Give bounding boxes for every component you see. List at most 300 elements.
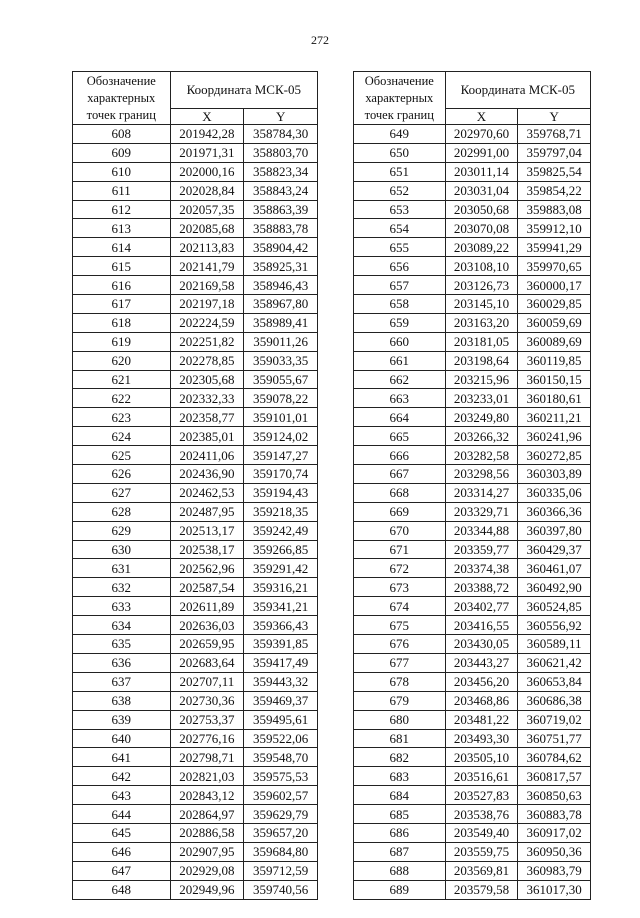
y-coordinate-cell: 359629,79 [244, 805, 318, 824]
x-coordinate-cell: 202057,35 [170, 200, 244, 219]
x-coordinate-cell: 203163,20 [445, 313, 518, 332]
x-coordinate-cell: 202753,37 [170, 710, 244, 729]
point-number-cell: 628 [73, 502, 171, 521]
table-row [354, 578, 591, 597]
y-coordinate-cell: 359147,27 [244, 446, 318, 465]
y-coordinate-cell: 360211,21 [518, 408, 591, 427]
x-coordinate-cell: 203266,32 [445, 427, 518, 446]
x-coordinate-cell: 203031,04 [445, 181, 518, 200]
x-coordinate-cell: 202113,83 [170, 238, 244, 257]
page-number: 272 [311, 33, 329, 47]
table-row [73, 597, 318, 616]
x-coordinate-cell: 203282,58 [445, 446, 518, 465]
table-row [354, 786, 591, 805]
table-row [73, 748, 318, 767]
point-number-cell: 632 [73, 578, 171, 597]
point-number-cell: 646 [73, 842, 171, 861]
point-number-cell: 685 [354, 805, 446, 824]
x-coordinate-cell: 202000,16 [170, 162, 244, 181]
point-number-cell: 657 [354, 276, 446, 295]
x-coordinate-cell: 203493,30 [445, 729, 518, 748]
table-row [73, 710, 318, 729]
point-number-cell: 651 [354, 162, 446, 181]
x-coordinate-cell: 202991,00 [445, 143, 518, 162]
point-number-cell: 683 [354, 767, 446, 786]
table-row [354, 635, 591, 654]
point-number-cell: 655 [354, 238, 446, 257]
table-row [354, 805, 591, 824]
x-coordinate-cell: 202332,33 [170, 389, 244, 408]
x-coordinate-cell: 203329,71 [445, 502, 518, 521]
y-coordinate-cell: 359366,43 [244, 616, 318, 635]
y-coordinate-cell: 359941,29 [518, 238, 591, 257]
x-coordinate-cell: 203198,64 [445, 351, 518, 370]
table-row [354, 143, 591, 162]
table-row [73, 861, 318, 880]
x-coordinate-cell: 203089,22 [445, 238, 518, 257]
point-number-cell: 626 [73, 465, 171, 484]
x-coordinate-cell: 202462,53 [170, 483, 244, 502]
y-coordinate-cell: 359740,56 [244, 880, 318, 899]
point-number-cell: 616 [73, 276, 171, 295]
coordinates-table-right [353, 71, 591, 900]
point-number-cell: 682 [354, 748, 446, 767]
y-coordinate-cell: 360180,61 [518, 389, 591, 408]
table-row [73, 635, 318, 654]
point-number-cell: 617 [73, 295, 171, 314]
y-coordinate-cell: 359825,54 [518, 162, 591, 181]
point-number-cell: 672 [354, 559, 446, 578]
y-coordinate-cell: 358989,41 [244, 313, 318, 332]
table-row [73, 616, 318, 635]
point-number-cell: 640 [73, 729, 171, 748]
y-coordinate-cell: 360119,85 [518, 351, 591, 370]
table-row [73, 238, 318, 257]
y-coordinate-cell: 358904,42 [244, 238, 318, 257]
x-coordinate-cell: 202278,85 [170, 351, 244, 370]
x-coordinate-cell: 203559,75 [445, 842, 518, 861]
x-coordinate-cell: 202197,18 [170, 295, 244, 314]
x-coordinate-cell: 202683,64 [170, 653, 244, 672]
point-number-cell: 661 [354, 351, 446, 370]
y-coordinate-cell: 360883,78 [518, 805, 591, 824]
point-number-cell: 645 [73, 823, 171, 842]
table-row [354, 427, 591, 446]
y-coordinate-cell: 359101,01 [244, 408, 318, 427]
x-coordinate-cell: 203215,96 [445, 370, 518, 389]
table-row [354, 257, 591, 276]
table-row [73, 351, 318, 370]
y-coordinate-cell: 359417,49 [244, 653, 318, 672]
x-coordinate-cell: 203070,08 [445, 219, 518, 238]
table-row [354, 389, 591, 408]
y-coordinate-cell: 358883,78 [244, 219, 318, 238]
x-coordinate-cell: 202907,95 [170, 842, 244, 861]
point-number-cell: 687 [354, 842, 446, 861]
table-row [354, 540, 591, 559]
table-row [354, 483, 591, 502]
point-number-cell: 667 [354, 465, 446, 484]
y-coordinate-cell: 360950,36 [518, 842, 591, 861]
point-number-cell: 618 [73, 313, 171, 332]
y-coordinate-cell: 358925,31 [244, 257, 318, 276]
point-number-cell: 630 [73, 540, 171, 559]
x-coordinate-cell: 202513,17 [170, 521, 244, 540]
table-row [354, 162, 591, 181]
y-coordinate-cell: 359124,02 [244, 427, 318, 446]
y-coordinate-cell: 359712,59 [244, 861, 318, 880]
table-row [73, 313, 318, 332]
x-coordinate-cell: 202487,95 [170, 502, 244, 521]
point-number-cell: 678 [354, 672, 446, 691]
point-number-cell: 668 [354, 483, 446, 502]
x-header: X [445, 108, 518, 124]
x-coordinate-cell: 202970,60 [445, 125, 518, 144]
point-number-cell: 614 [73, 238, 171, 257]
point-number-cell: 681 [354, 729, 446, 748]
x-coordinate-cell: 203011,14 [445, 162, 518, 181]
point-number-cell: 633 [73, 597, 171, 616]
table-row [354, 672, 591, 691]
point-number-cell: 652 [354, 181, 446, 200]
table-row [354, 351, 591, 370]
y-coordinate-cell: 359341,21 [244, 597, 318, 616]
y-coordinate-cell: 360089,69 [518, 332, 591, 351]
x-coordinate-cell: 203181,05 [445, 332, 518, 351]
y-coordinate-cell: 360150,15 [518, 370, 591, 389]
x-coordinate-cell: 203456,20 [445, 672, 518, 691]
table-row [73, 672, 318, 691]
y-coordinate-cell: 360817,57 [518, 767, 591, 786]
x-coordinate-cell: 203549,40 [445, 823, 518, 842]
x-coordinate-cell: 202864,97 [170, 805, 244, 824]
y-coordinate-cell: 358823,34 [244, 162, 318, 181]
table-row [73, 540, 318, 559]
y-coordinate-cell: 359266,85 [244, 540, 318, 559]
x-coordinate-cell: 202251,82 [170, 332, 244, 351]
point-label-header: Обозначение характерных точек границ [354, 72, 446, 125]
y-coordinate-cell: 360272,85 [518, 446, 591, 465]
x-coordinate-cell: 202611,89 [170, 597, 244, 616]
table-row [354, 219, 591, 238]
x-coordinate-cell: 202028,84 [170, 181, 244, 200]
x-coordinate-cell: 202949,96 [170, 880, 244, 899]
y-coordinate-cell: 360719,02 [518, 710, 591, 729]
point-number-cell: 623 [73, 408, 171, 427]
x-coordinate-cell: 202305,68 [170, 370, 244, 389]
x-coordinate-cell: 202659,95 [170, 635, 244, 654]
point-number-cell: 677 [354, 653, 446, 672]
point-number-cell: 621 [73, 370, 171, 389]
table-row [354, 748, 591, 767]
y-coordinate-cell: 360850,63 [518, 786, 591, 805]
y-coordinate-cell: 360653,84 [518, 672, 591, 691]
point-number-cell: 684 [354, 786, 446, 805]
point-number-cell: 648 [73, 880, 171, 899]
point-label-header: Обозначение характерных точек границ [73, 72, 171, 125]
x-coordinate-cell: 203430,05 [445, 635, 518, 654]
table-row [73, 332, 318, 351]
x-coordinate-cell: 203516,61 [445, 767, 518, 786]
y-coordinate-cell: 359854,22 [518, 181, 591, 200]
y-coordinate-cell: 360556,92 [518, 616, 591, 635]
point-number-cell: 653 [354, 200, 446, 219]
table-row [354, 181, 591, 200]
table-row [354, 729, 591, 748]
point-number-cell: 627 [73, 483, 171, 502]
y-coordinate-cell: 359194,43 [244, 483, 318, 502]
table-row [73, 653, 318, 672]
x-coordinate-cell: 202636,03 [170, 616, 244, 635]
y-coordinate-cell: 360059,69 [518, 313, 591, 332]
y-coordinate-cell: 359522,06 [244, 729, 318, 748]
y-coordinate-cell: 359170,74 [244, 465, 318, 484]
table-row [73, 842, 318, 861]
point-number-cell: 673 [354, 578, 446, 597]
coordinate-group-header: Координата МСК-05 [445, 72, 590, 109]
y-coordinate-cell: 360029,85 [518, 295, 591, 314]
table-row [354, 370, 591, 389]
point-number-cell: 688 [354, 861, 446, 880]
table-row [354, 408, 591, 427]
y-coordinate-cell: 359495,61 [244, 710, 318, 729]
x-coordinate-cell: 201971,31 [170, 143, 244, 162]
table-row [354, 842, 591, 861]
table-row [73, 578, 318, 597]
table-row [354, 238, 591, 257]
point-number-cell: 631 [73, 559, 171, 578]
y-coordinate-cell: 358967,80 [244, 295, 318, 314]
table-row [73, 219, 318, 238]
point-number-cell: 634 [73, 616, 171, 635]
y-coordinate-cell: 361017,30 [518, 880, 591, 899]
x-coordinate-cell: 203481,22 [445, 710, 518, 729]
y-header: Y [518, 108, 591, 124]
table-row [73, 483, 318, 502]
y-coordinate-cell: 359469,37 [244, 691, 318, 710]
table-row [73, 200, 318, 219]
table-row [354, 691, 591, 710]
x-coordinate-cell: 203344,88 [445, 521, 518, 540]
y-coordinate-cell: 359033,35 [244, 351, 318, 370]
point-number-cell: 625 [73, 446, 171, 465]
y-coordinate-cell: 360000,17 [518, 276, 591, 295]
point-number-cell: 659 [354, 313, 446, 332]
y-coordinate-cell: 358803,70 [244, 143, 318, 162]
x-coordinate-cell: 202169,58 [170, 276, 244, 295]
point-number-cell: 613 [73, 219, 171, 238]
y-coordinate-cell: 360461,07 [518, 559, 591, 578]
table-row [73, 143, 318, 162]
point-number-cell: 622 [73, 389, 171, 408]
x-coordinate-cell: 203298,56 [445, 465, 518, 484]
x-coordinate-cell: 203249,80 [445, 408, 518, 427]
point-number-cell: 644 [73, 805, 171, 824]
x-coordinate-cell: 203233,01 [445, 389, 518, 408]
y-coordinate-cell: 359797,04 [518, 143, 591, 162]
y-coordinate-cell: 359684,80 [244, 842, 318, 861]
x-coordinate-cell: 203416,55 [445, 616, 518, 635]
table-row [73, 125, 318, 144]
point-number-cell: 647 [73, 861, 171, 880]
x-coordinate-cell: 203505,10 [445, 748, 518, 767]
point-number-cell: 658 [354, 295, 446, 314]
table-row [73, 691, 318, 710]
x-coordinate-cell: 202538,17 [170, 540, 244, 559]
table-row [73, 465, 318, 484]
y-coordinate-cell: 359078,22 [244, 389, 318, 408]
point-number-cell: 670 [354, 521, 446, 540]
x-coordinate-cell: 202798,71 [170, 748, 244, 767]
y-coordinate-cell: 360397,80 [518, 521, 591, 540]
point-number-cell: 650 [354, 143, 446, 162]
point-number-cell: 664 [354, 408, 446, 427]
point-number-cell: 619 [73, 332, 171, 351]
y-coordinate-cell: 359548,70 [244, 748, 318, 767]
table-row [73, 786, 318, 805]
x-coordinate-cell: 202085,68 [170, 219, 244, 238]
table-row [354, 616, 591, 635]
table-row [73, 257, 318, 276]
x-coordinate-cell: 202385,01 [170, 427, 244, 446]
x-coordinate-cell: 202411,06 [170, 446, 244, 465]
y-coordinate-cell: 359768,71 [518, 125, 591, 144]
point-number-cell: 636 [73, 653, 171, 672]
y-coordinate-cell: 359316,21 [244, 578, 318, 597]
point-number-cell: 608 [73, 125, 171, 144]
point-number-cell: 639 [73, 710, 171, 729]
x-coordinate-cell: 202224,59 [170, 313, 244, 332]
y-coordinate-cell: 358843,24 [244, 181, 318, 200]
x-coordinate-cell: 202843,12 [170, 786, 244, 805]
point-number-cell: 609 [73, 143, 171, 162]
y-coordinate-cell: 359391,85 [244, 635, 318, 654]
x-coordinate-cell: 202886,58 [170, 823, 244, 842]
table-row [354, 767, 591, 786]
y-coordinate-cell: 360492,90 [518, 578, 591, 597]
point-number-cell: 663 [354, 389, 446, 408]
point-number-cell: 615 [73, 257, 171, 276]
table-row [73, 427, 318, 446]
y-coordinate-cell: 359443,32 [244, 672, 318, 691]
x-coordinate-cell: 202821,03 [170, 767, 244, 786]
table-row [354, 313, 591, 332]
x-coordinate-cell: 203538,76 [445, 805, 518, 824]
y-coordinate-cell: 360241,96 [518, 427, 591, 446]
point-number-cell: 637 [73, 672, 171, 691]
x-coordinate-cell: 201942,28 [170, 125, 244, 144]
point-number-cell: 660 [354, 332, 446, 351]
table-row [354, 200, 591, 219]
point-number-cell: 611 [73, 181, 171, 200]
point-number-cell: 665 [354, 427, 446, 446]
y-coordinate-cell: 360429,37 [518, 540, 591, 559]
point-number-cell: 679 [354, 691, 446, 710]
x-coordinate-cell: 202730,36 [170, 691, 244, 710]
point-number-cell: 620 [73, 351, 171, 370]
y-coordinate-cell: 359657,20 [244, 823, 318, 842]
point-number-cell: 629 [73, 521, 171, 540]
y-coordinate-cell: 360686,38 [518, 691, 591, 710]
table-row [73, 181, 318, 200]
table-row [354, 823, 591, 842]
x-coordinate-cell: 203050,68 [445, 200, 518, 219]
point-number-cell: 669 [354, 502, 446, 521]
point-number-cell: 671 [354, 540, 446, 559]
y-coordinate-cell: 359883,08 [518, 200, 591, 219]
y-coordinate-cell: 359011,26 [244, 332, 318, 351]
x-coordinate-cell: 203145,10 [445, 295, 518, 314]
point-number-cell: 656 [354, 257, 446, 276]
point-number-cell: 662 [354, 370, 446, 389]
y-coordinate-cell: 360303,89 [518, 465, 591, 484]
table-row [354, 332, 591, 351]
x-coordinate-cell: 203126,73 [445, 276, 518, 295]
table-row [73, 767, 318, 786]
table-row [73, 295, 318, 314]
point-number-cell: 643 [73, 786, 171, 805]
x-coordinate-cell: 203402,77 [445, 597, 518, 616]
x-coordinate-cell: 203527,83 [445, 786, 518, 805]
point-number-cell: 612 [73, 200, 171, 219]
point-number-cell: 689 [354, 880, 446, 899]
table-row [73, 446, 318, 465]
x-coordinate-cell: 203314,27 [445, 483, 518, 502]
point-number-cell: 674 [354, 597, 446, 616]
table-row [73, 502, 318, 521]
table-row [73, 805, 318, 824]
table-row [354, 861, 591, 880]
table-row [354, 465, 591, 484]
table-row [73, 521, 318, 540]
table-row [73, 370, 318, 389]
y-coordinate-cell: 359242,49 [244, 521, 318, 540]
point-number-cell: 624 [73, 427, 171, 446]
table-row [354, 710, 591, 729]
table-row [354, 559, 591, 578]
x-coordinate-cell: 203374,38 [445, 559, 518, 578]
table-row [73, 389, 318, 408]
y-coordinate-cell: 359970,65 [518, 257, 591, 276]
x-coordinate-cell: 202707,11 [170, 672, 244, 691]
table-row [354, 295, 591, 314]
coordinates-table-left [72, 71, 318, 900]
point-number-cell: 638 [73, 691, 171, 710]
y-coordinate-cell: 358863,39 [244, 200, 318, 219]
y-coordinate-cell: 360524,85 [518, 597, 591, 616]
table-row [73, 559, 318, 578]
y-coordinate-cell: 360366,36 [518, 502, 591, 521]
point-number-cell: 680 [354, 710, 446, 729]
point-number-cell: 654 [354, 219, 446, 238]
y-coordinate-cell: 359218,35 [244, 502, 318, 521]
point-number-cell: 635 [73, 635, 171, 654]
point-number-cell: 686 [354, 823, 446, 842]
x-coordinate-cell: 202776,16 [170, 729, 244, 748]
table-row [73, 408, 318, 427]
y-coordinate-cell: 360983,79 [518, 861, 591, 880]
table-row [354, 125, 591, 144]
x-coordinate-cell: 202436,90 [170, 465, 244, 484]
x-coordinate-cell: 203443,27 [445, 653, 518, 672]
table-row [354, 880, 591, 899]
point-number-cell: 641 [73, 748, 171, 767]
x-coordinate-cell: 202929,08 [170, 861, 244, 880]
x-coordinate-cell: 202587,54 [170, 578, 244, 597]
table-row [354, 653, 591, 672]
y-coordinate-cell: 359602,57 [244, 786, 318, 805]
point-number-cell: 642 [73, 767, 171, 786]
